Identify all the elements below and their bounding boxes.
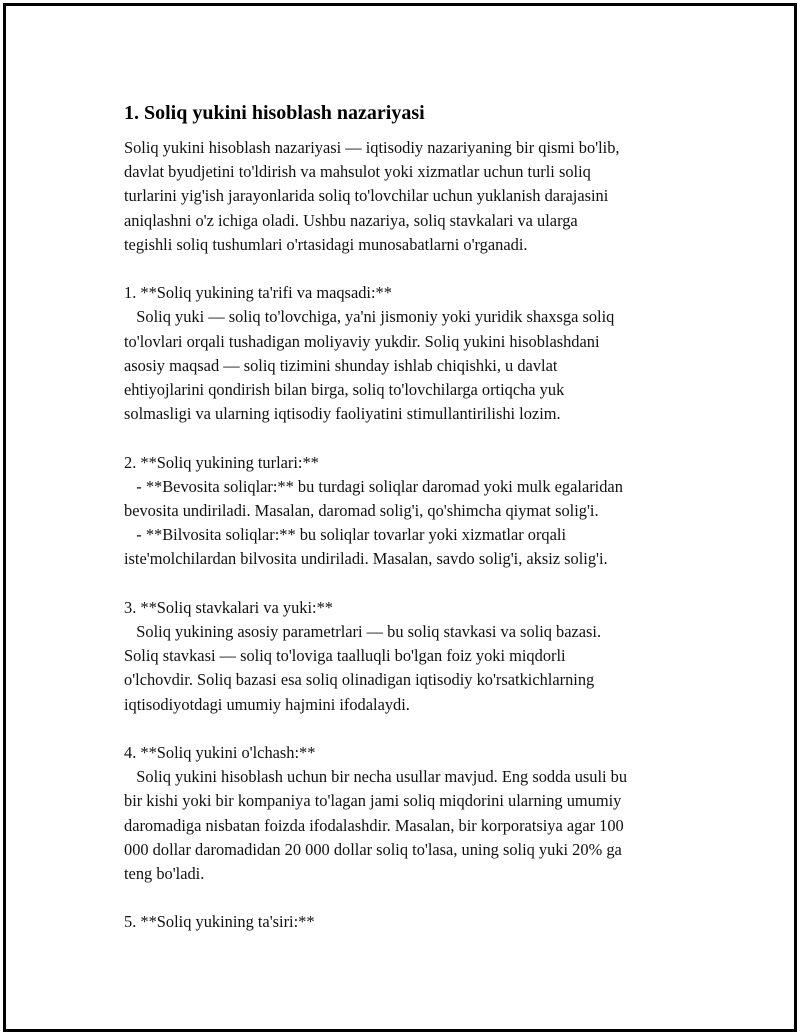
paragraph-gap: [124, 886, 694, 910]
section-impact: 5. **Soliq yukining ta'siri:**: [124, 912, 315, 932]
document-title: 1. Soliq yukini hisoblash nazariyasi: [124, 102, 425, 124]
page-frame: [3, 3, 797, 1032]
section-measurement: 4. **Soliq yukini o'lchash:** Soliq yukini hisoblash uchun bir necha usullar mavjud. Eng sodda usuli bu bir kishi yoki bir kompaniya to'lagan jami soliq miqdorini ularning umumiy daromadiga nisbatan foizda ifodalashdir. Masalan, bir korporatsiya agar 100 000 dollar daromadidan 20 000 dollar soliq to'lasa, uning soliq yuki 20% ga teng bo'ladi.: [124, 743, 628, 884]
section-definition: 1. **Soliq yukining ta'rifi va maqsadi:** Soliq yuki — soliq to'lovchiga, ya'ni jismoniy yoki yuridik shaxsga soliq to'lovlari orqali tushadigan moliyaviy yukdir. Soliq yukini hisoblashdani asosiy maqsad — soliq tizimini shunday ishlab chiqishki, u davlat ehtiyojlarini qondirish bilan birga, soliq to'lovchilarga ortiqcha yuk solmasligi va ularning iqtisodiy faoliyatini stimullantirilishi lozim.: [124, 283, 615, 424]
paragraph-gap: [124, 257, 694, 281]
section-types: 2. **Soliq yukining turlari:** - **Bevosita soliqlar:** bu turdagi soliqlar daromad yoki mulk egalaridan bevosita undiriladi. Masalan, daromad solig'i, qo'shimcha qiymat solig'i. - **Bilvosita soliqlar:** bu soliqlar tovarlar yoki xizmatlar orqali iste'molchilardan bilvosita undiriladi. Masalan, savdo solig'i, aksiz solig'i.: [124, 452, 623, 569]
document-body: [124, 99, 694, 935]
paragraph-gap: [124, 572, 694, 596]
paragraph-gap: [124, 426, 694, 450]
section-rates: 3. **Soliq stavkalari va yuki:** Soliq yukining asosiy parametrlari — bu soliq stavkasi va soliq bazasi. Soliq stavkasi — soliq to'loviga taalluqli bo'lgan foiz yoki miqdorli o'lchovdir. Soliq bazasi esa soliq olinadigan iqtisodiy ko'rsatkichlarning iqtisodiyotdagi umumiy hajmini ifodalaydi.: [124, 597, 602, 714]
intro-paragraph: Soliq yukini hisoblash nazariyasi — iqtisodiy nazariyaning bir qismi bo'lib, davlat byudjetini to'ldirish va mahsulot yoki xizmatlar uchun turli soliq turlarini yig'ish jarayonlarida soliq to'lovchilar uchun yuklanish darajasini aniqlashni o'z ichiga oladi. Ushbu nazariya, soliq stavkalari va ularga tegishli soliq tushumlari o'rtasidagi munosabatlarni o'rganadi.: [124, 138, 620, 254]
paragraph-gap: [124, 717, 694, 741]
